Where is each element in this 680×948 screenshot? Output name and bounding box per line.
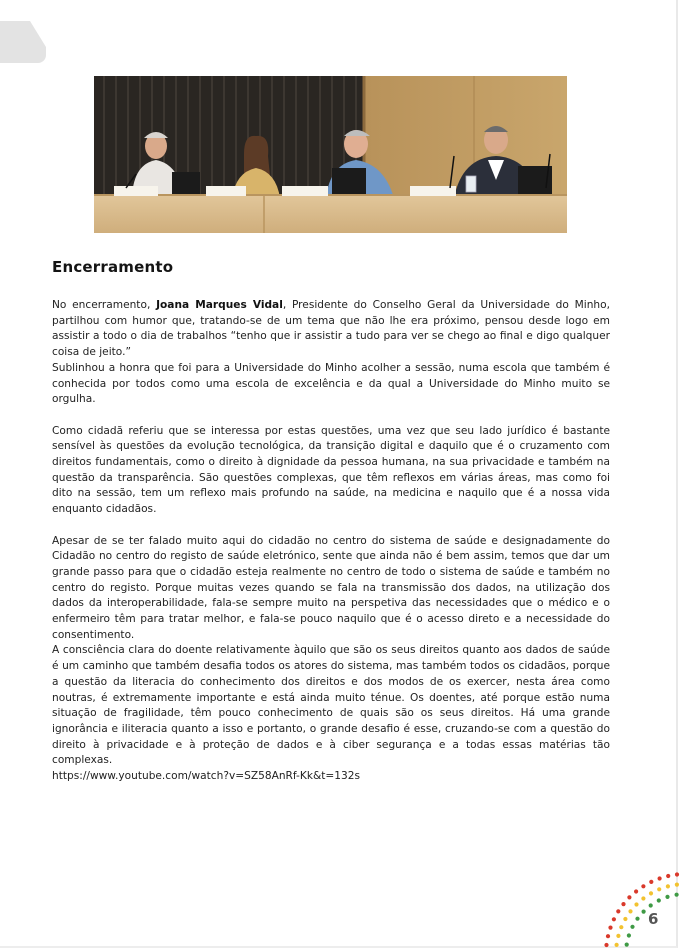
decoration-dot <box>628 909 632 913</box>
decoration-dot <box>666 884 670 888</box>
paragraph-1 <box>52 298 610 361</box>
paragraph-1-rest: , Presidente do Conselho Geral da Universidade do Minho, partilhou com humor que, tratando-se de um tema que não lhe era próximo, pensou desde logo em assistir a todo o dia de trabalhos “tenho que ir assistir a tudo para ver se chego ao final e digo qualquer coisa de jeito.” <box>52 299 610 359</box>
decoration-dot <box>649 891 653 895</box>
panel-photo <box>94 76 567 233</box>
decoration-dot <box>657 898 661 902</box>
decoration-dot <box>627 933 631 937</box>
decoration-dot <box>634 889 638 893</box>
decoration-dot <box>625 943 629 947</box>
decoration-dot <box>665 895 669 899</box>
dotted-arc-decoration <box>600 848 680 948</box>
article-body <box>52 298 610 785</box>
decoration-dot <box>641 884 645 888</box>
paragraph-3: Como cidadã referiu que se interessa por estas questões, uma vez que seu lado jurídico é bastante sensível às questões da evolução tecnológica, da transição digital e daquilo que é o cruzamento com direitos fundamentais, como o direito à dignidade da pessoa humana, na sua privacidade e também na questão da transparência. São questões complexas, que têm reflexos em várias áreas, mas como foi dito na sessão, tem um reflexo mais profundo na saúde, na medicina e naquilo que é a nossa vida enquanto cidadãos. <box>52 424 610 516</box>
decoration-dot <box>606 934 610 938</box>
decoration-dot <box>619 925 623 929</box>
decoration-dot <box>657 887 661 891</box>
decoration-dot <box>604 943 608 947</box>
paragraph-5: A consciência clara do doente relativamente àquilo que são os seus direitos quanto aos dados de saúde é um caminho que também desafia todos os atores do sistema, mas também todos os cidadãos, porque a questão da literacia do conhecimento dos direitos e dos modos de os exercer, nesta área como noutras, é extremamente importante e está ainda muito ténue. Os doentes, até porque estão numa situação de fragilidade, têm pouco conhecimento de quais são os seus direitos. Há uma grande ignorância e iliteracia quanto a isso e portanto, o grande desafio é esse, cruzando-se com a questão do direito à privacidade e à proteção de dados e à ciber segurança e a todas essas matérias tão complexas. <box>52 644 610 767</box>
paragraph-4: Apesar de se ter falado muito aqui do cidadão no centro do sistema de saúde e designadamente do Cidadão no centro do registo de saúde eletrónico, sente que ainda não é bem assim, temos que dar um grande passo para que o cidadão esteja realmente no centro de todo o sistema de saúde e também no centro do registo. Porque muitas vezes quando se fala na transmissão dos dados, na utilização dos dados da interoperabilidade, fala-se sempre muito na perspetiva das necessidades que o médico e o enfermeiro têm para tratar melhor, e fala-se pouco naquilo que é o acesso direto e a necessidade do consentimento. <box>52 534 610 641</box>
decoration-dot <box>623 917 627 921</box>
decoration-dot <box>649 903 653 907</box>
decoration-dot <box>616 934 620 938</box>
decoration-dot <box>658 876 662 880</box>
decoration-dot <box>634 902 638 906</box>
decoration-dot <box>621 902 625 906</box>
section-title: Encerramento <box>52 258 174 276</box>
decoration-dot <box>675 872 679 876</box>
decoration-dot <box>675 883 679 887</box>
decoration-dot <box>635 917 639 921</box>
page-number: 6 <box>648 910 659 928</box>
decoration-dot <box>666 874 670 878</box>
decoration-dot <box>630 925 634 929</box>
decoration-dot <box>649 880 653 884</box>
paragraph-2: Sublinhou a honra que foi para a Universidade do Minho acolher a sessão, numa escola que também é conhecida por todos como uma escola de excelência e da qual a Universidade do Minho muito se orgulha. <box>52 361 610 406</box>
decoration-dot <box>627 895 631 899</box>
decoration-dot <box>616 909 620 913</box>
decoration-dot <box>608 926 612 930</box>
decoration-dot <box>612 917 616 921</box>
speaker-name: Joana Marques Vidal <box>156 299 283 311</box>
paragraph-1-intro: No encerramento, <box>52 299 157 311</box>
decoration-dot <box>642 910 646 914</box>
video-link[interactable]: https://www.youtube.com/watch?v=SZ58AnRf-Kk&t=132s <box>52 770 360 783</box>
decoration-dot <box>641 896 645 900</box>
decoration-dot <box>615 943 619 947</box>
decoration-dot <box>675 893 679 897</box>
